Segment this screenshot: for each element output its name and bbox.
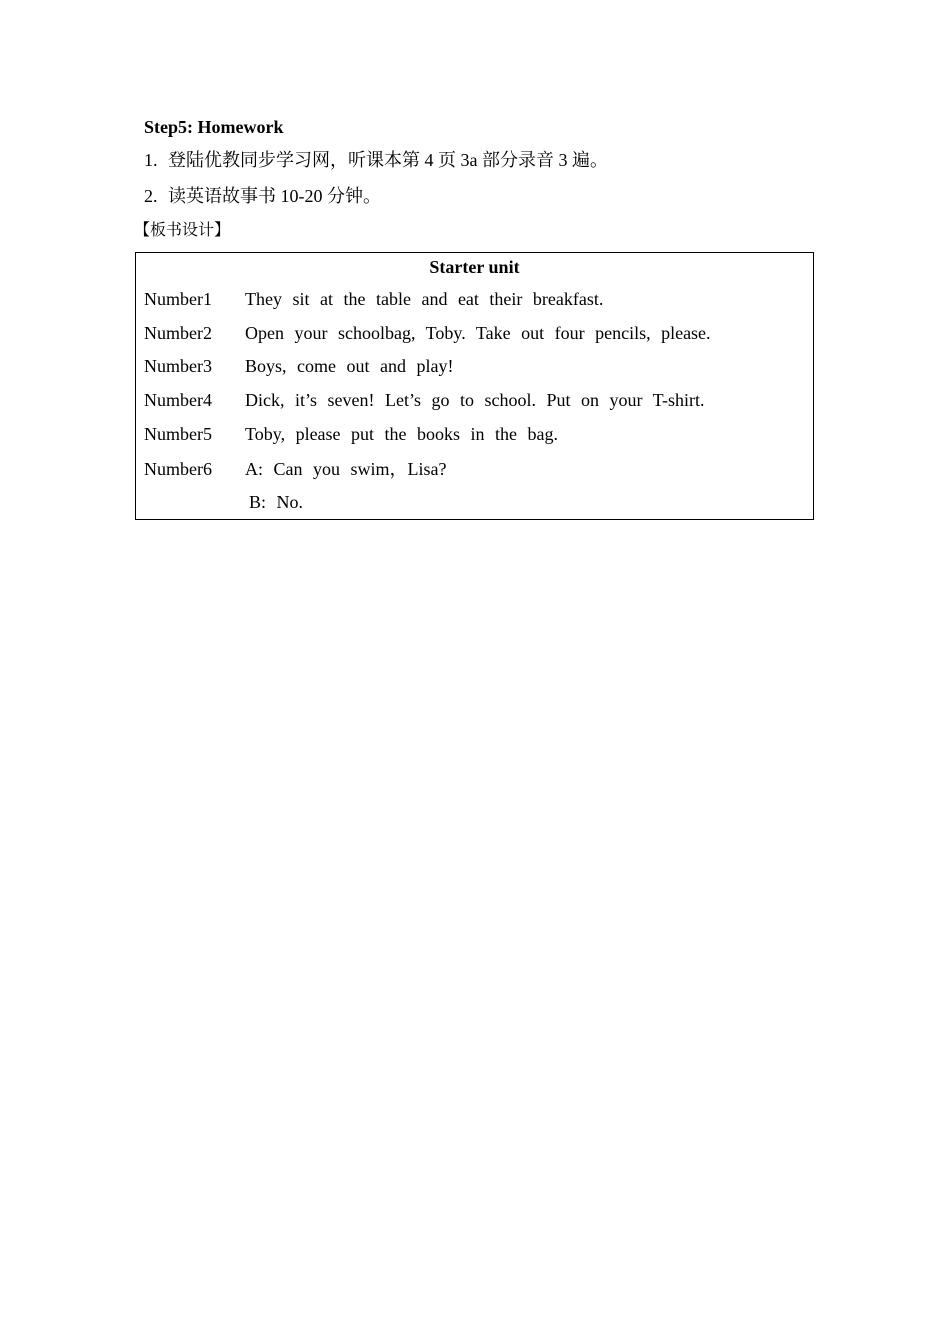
board-row-text: Dick, it’s seven! Let’s go to school. Put on your T-shirt. [245,390,705,410]
board-row-label: Number6 [144,459,212,479]
board-row-label: Number1 [144,289,212,309]
board-row-label: Number5 [144,424,212,444]
homework-item [144,184,381,208]
board-row-label: Number2 [144,323,212,343]
board-row-label: Number3 [144,356,212,376]
board-row-text: Boys, come out and play! [245,356,454,376]
homework-item-text: 登陆优教同步学习网，听课本第 4 页 3a 部分录音 3 遍。 [168,150,608,170]
board-design-label: 【板书设计】 [134,222,231,239]
board-design-box [135,252,814,520]
homework-item-text: 读英语故事书 10-20 分钟。 [168,186,381,206]
homework-item-number: 1. [144,150,158,170]
board-row-text: Toby, please put the books in the bag. [245,424,559,444]
board-row-text: A: Can you swim，Lisa? [245,459,447,479]
homework-heading: Step5: Homework [144,117,284,137]
board-row-text: Open your schoolbag, Toby. Take out four pencils, please. [245,323,711,343]
board-row-text: They sit at the table and eat their breakfast. [245,289,604,309]
board-row-text: B: No. [249,492,304,512]
board-row-label: Number4 [144,390,212,410]
board-title: Starter unit [429,257,520,277]
homework-item-number: 2. [144,186,158,206]
homework-item [144,148,608,172]
